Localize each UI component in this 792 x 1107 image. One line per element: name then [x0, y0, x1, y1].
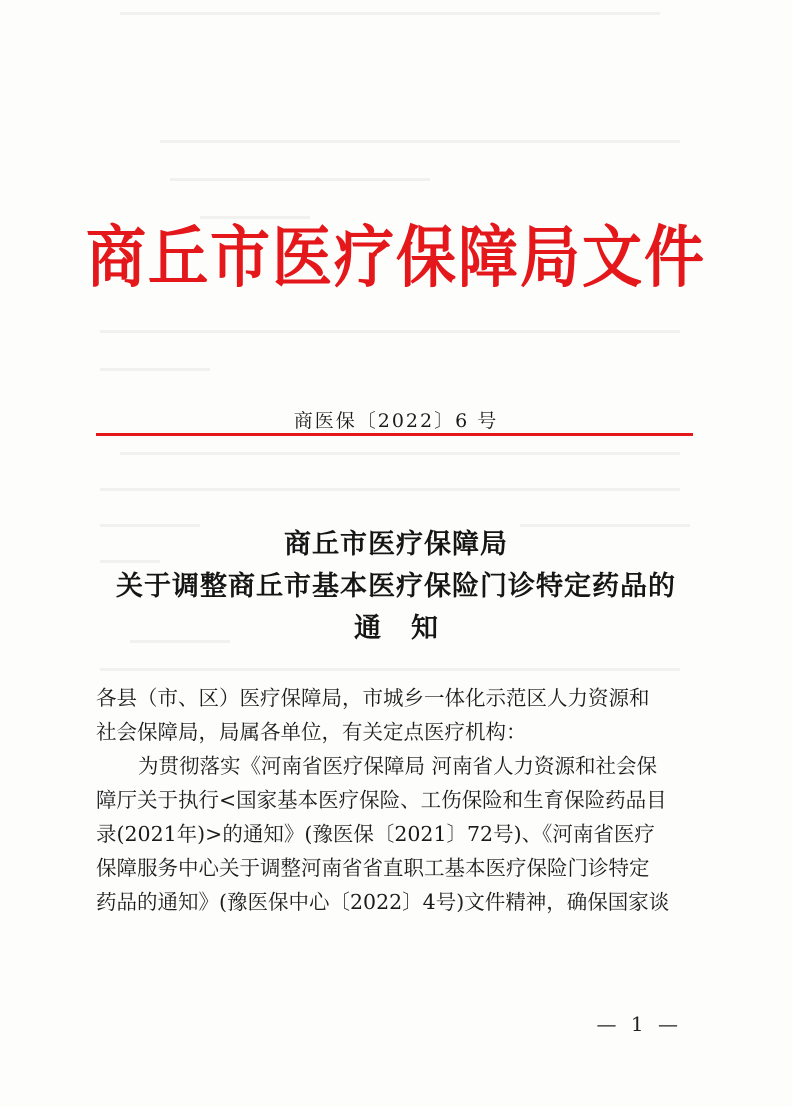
- page-number: — 1 —: [596, 1012, 682, 1036]
- salutation-line: 各县（市、区）医疗保障局，市城乡一体化示范区人力资源和: [96, 686, 650, 710]
- notice-title-line-3: 通知: [354, 613, 468, 644]
- bleed-through-mark: [100, 488, 680, 491]
- document-number: 商医保〔2022〕6 号: [293, 410, 499, 432]
- bleed-through-mark: [100, 668, 680, 671]
- salutation: [96, 681, 696, 749]
- paragraph-line: 为贯彻落实《河南省医疗保障局 河南省人力资源和社会保: [138, 754, 658, 778]
- notice-title-line-2: 关于调整商丘市基本医疗保险门诊特定药品的: [116, 571, 676, 602]
- bleed-through-mark: [100, 368, 210, 371]
- paragraph-line: 障厅关于执行<国家基本医疗保险、工伤保险和生育保险药品目: [96, 788, 667, 812]
- paragraph-line: 保障服务中心关于调整河南省省直职工基本医疗保险门诊特定: [96, 856, 650, 880]
- salutation-line: 社会保障局，局属各单位，有关定点医疗机构：: [96, 720, 527, 744]
- bleed-through-mark: [120, 452, 680, 455]
- bleed-through-mark: [100, 330, 680, 333]
- masthead-title: 商丘市医疗保障局文件: [86, 218, 706, 298]
- bleed-through-mark: [160, 140, 680, 143]
- paragraph-line: 录(2021年)>的通知》(豫医保〔2021〕72号)、《河南省医疗: [96, 822, 655, 846]
- paragraph-line: 药品的通知》(豫医保中心〔2022〕4号)文件精神，确保国家谈: [96, 890, 670, 914]
- notice-title-line-1: 商丘市医疗保障局: [284, 529, 508, 560]
- red-separator-line: [96, 433, 693, 436]
- bleed-through-mark: [120, 12, 660, 15]
- bleed-through-mark: [170, 178, 430, 181]
- body-paragraph: [96, 749, 696, 919]
